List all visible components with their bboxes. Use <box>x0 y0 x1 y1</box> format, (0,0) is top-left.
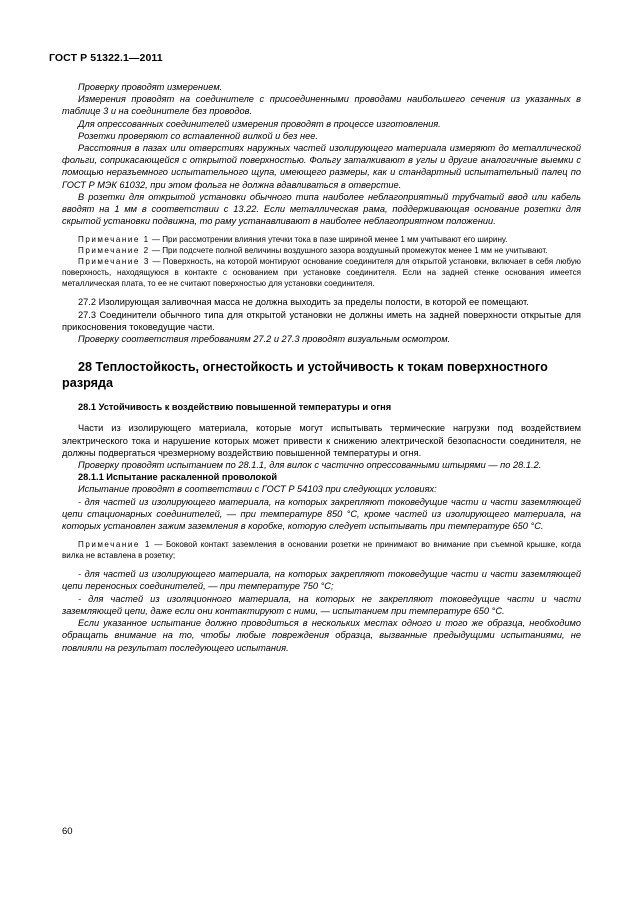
note-3 <box>62 256 581 289</box>
note-1-label: Примечание 1 <box>78 235 150 245</box>
page-content <box>62 81 581 654</box>
note-28-1-label: Примечание 1 <box>78 540 151 550</box>
note-28-1 <box>62 539 581 561</box>
paragraph-measurement-conditions: Измерения проводят на соединителе с присоединенными проводами наибольшего сечения из указанных в таблице 3 и на соединителе без проводов. <box>62 94 581 117</box>
document-header: ГОСТ Р 51322.1—2011 <box>49 52 163 64</box>
section-28-1-1-title: 28.1.1 Испытание раскаленной проволокой <box>78 472 278 483</box>
section-28-1-title: 28.1 Устойчивость к воздействию повышенной температуры и огня <box>78 402 392 413</box>
note-3-text: — Поверхность, на которой монтируют основание соединителя для открытой установки, включает в себя любую поверхность, находящуюся в контакте с основанием при установке соединителя. Если на задней стенке основания имеется металлическая плата, то ее не считают поверхностью для установки соединителя. <box>62 257 581 289</box>
note-28-1-text: — Боковой контакт заземления в основании розетки не принимают во внимание при съемной крышке, когда вилка не вставлена в розетку; <box>62 540 581 561</box>
paragraph-check-measurement: Проверку проводят измерением. <box>78 82 223 92</box>
note-2-text: — При подсчете полной величины воздушного зазора воздушный промежуток менее 1 мм не учитывают. <box>149 246 548 256</box>
clause-27-2: 27.2 Изолирующая заливочная масса не должна выходить за пределы полости, в которой ее помещают. <box>78 297 529 308</box>
paragraph-test-reference: Проверку проводят испытанием по 28.1.1, для вилок с частично опрессованными штырями — по 28.1.2. <box>78 460 542 471</box>
paragraph-crimped-connectors: Для опрессованных соединителей измерения проводят в процессе изготовления. <box>78 118 441 129</box>
paragraph-multiple-places: Если указанное испытание должно проводиться в нескольких местах одного и того же образца, необходимо обращать внимание на то, чтобы любые повреждения образца, вызванные предыдущими испытаниями, не повлияли на результат последующего испытания. <box>62 618 581 653</box>
paragraph-test-conditions: Испытание проводят в соответствии с ГОСТ Р 54103 при следующих условиях: <box>78 484 437 495</box>
paragraph-sockets-check: Розетки проверяют со вставленной вилкой и без нее. <box>78 130 318 141</box>
note-2-label: Примечание 2 <box>78 246 150 256</box>
note-1 <box>62 234 581 245</box>
page-number: 60 <box>62 826 73 837</box>
paragraph-stationary-850: - для частей из изолирующего материала, на которых закрепляют токоведущие части и части заземляющей цепи стационарных соединителей, — при температуре 850 °С, кроме частей из изолирующего материала, на которых установлен зажим заземления в коробке, которую следует испытывать при температуре 650 °С. <box>62 496 581 532</box>
paragraph-other-650: - для частей из изоляционного материала, на которых не закрепляют токоведущие части и части заземляющей цепи, даже если они контактируют с ними, — испытанием при температуре 650 °С. <box>62 593 581 616</box>
section-28-title: 28 Теплостойкость, огнестойкость и устойчивость к токам поверхностного разряда <box>62 360 548 391</box>
paragraph-insulating-parts: Части из изолирующего материала, которые могут испытывать термические нагрузки под воздействием электрического тока и нарушение которых может привести к снижению электрической безопасности соединителя, не должны подвергаться чрезмерному воздействию повышенной температуры и огня. <box>62 423 581 458</box>
note-3-label: Примечание 3 <box>78 257 150 267</box>
paragraph-socket-entry: В розетки для открытой установки обычного типа наиболее неблагоприятный трубчатый ввод или кабель вводят на 1 мм в соответствии с 13.22. Если металлическая рама, поддерживающая основание розетки для скрытой установки подвижна, то раму устанавливают в наиболее неблагоприятном положении. <box>62 191 581 227</box>
note-1-text: — При рассмотрении влияния утечки тока в пазе шириной менее 1 мм учитывают его ширину. <box>149 235 508 245</box>
paragraph-portable-750: - для частей из изолирующего материала, на которых закрепляют токоведущие части и части заземляющей цепи переносных соединителей, — при температуре 750 °С; <box>62 569 581 592</box>
paragraph-foil-measurement: Расстояния в пазах или отверстиях наружных частей изолирующего материала измеряют до металлической фольги, соприкасающейся с открытой поверхностью. Фольгу заталкивают в углы и другие аналогичные выемки с помощью неразъемного испытательного щупа, имеющего размеры, как и стандартный испытательный палец по ГОСТ Р МЭК 61032, при этом фольга не должна вдавливаться в отверстие. <box>62 143 581 190</box>
note-2 <box>62 245 581 256</box>
clause-27-check: Проверку соответствия требованиям 27.2 и 27.3 проводят визуальным осмотром. <box>78 334 451 345</box>
clause-27-3: 27.3 Соединители обычного типа для открытой установки не должны иметь на задней поверхности открытые для прикосновения токоведущие части. <box>62 309 581 332</box>
